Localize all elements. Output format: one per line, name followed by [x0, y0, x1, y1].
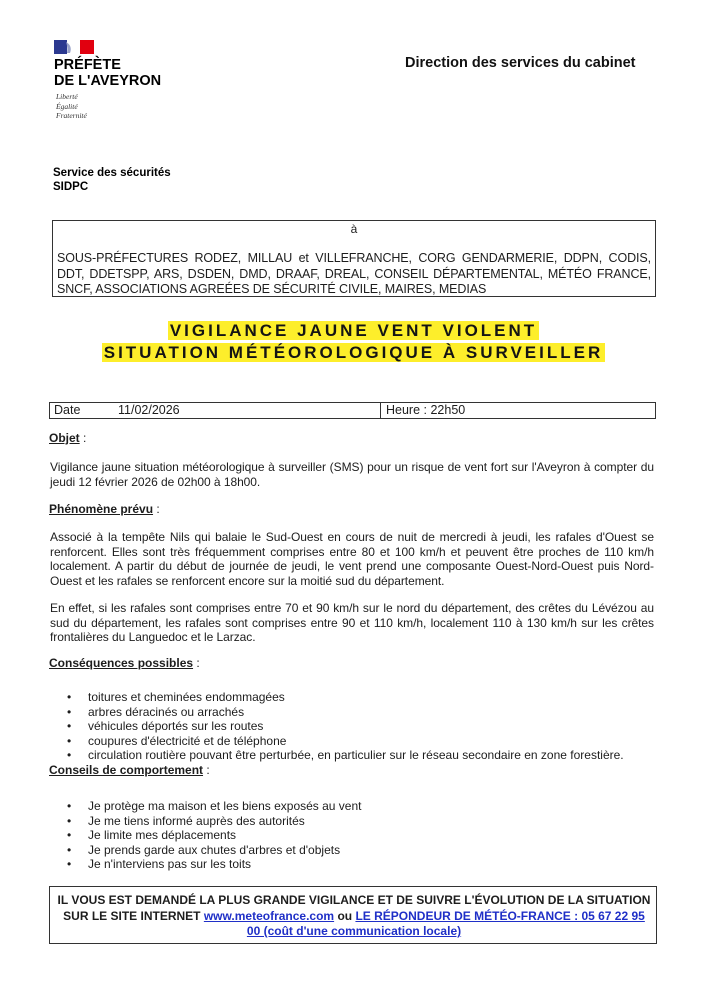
- phenomene-paragraph-2: En effet, si les rafales sont comprises entre 70 et 90 km/h sur le nord du département, des crêtes du Lévézou au sud du département, les rafales sont comprises entre 90 et 110 km/h, localement 110 à 130 km/h sur les crêtes frontalières du Languedoc et le Larzac.: [50, 601, 654, 644]
- list-item: • Je n'interviens pas sur les toits: [67, 857, 657, 872]
- alert-title-line1: VIGILANCE JAUNE VENT VIOLENT: [169, 321, 538, 340]
- conseils-list: [67, 799, 657, 872]
- date-label: Date: [54, 403, 81, 417]
- repondeur-link[interactable]: LE RÉPONDEUR DE MÉTÉO-FRANCE : 05 67 22 95 00 (coût d'une communication locale): [246, 908, 645, 938]
- heure-cell: [380, 403, 656, 418]
- republic-motto: [56, 92, 87, 121]
- list-item: • arbres déracinés ou arrachés: [67, 705, 657, 720]
- objet-colon: :: [79, 431, 87, 445]
- objet-heading: Objet: [49, 431, 80, 445]
- alert-title-line2-wrap: [0, 343, 707, 363]
- recipients-list: SOUS-PRÉFECTURES RODEZ, MILLAU et VILLEFRANCHE, CORG GENDARMERIE, DDPN, CODIS, DDT, DDETSPP, ARS, DSDEN, DMD, DRAAF, DREAL, CONSEIL DÉPARTEMENTAL, MÉTÉO FRANCE, SNCF, ASSOCIATIONS AGREÉES DE SÉCURITÉ CIVILE, MAIRES, MEDIAS: [57, 251, 651, 296]
- date-table: [49, 402, 656, 419]
- notice-text-1: IL VOUS EST DEMANDÉ LA PLUS GRANDE VIGILANCE ET DE SUIVRE L'ÉVOLUTION DE LA SITUATION SUR LE SITE INTERNET: [57, 893, 651, 923]
- list-item: • Je prends garde aux chutes d'arbres et d'objets: [67, 843, 657, 858]
- motto-fraternite: Fraternité: [56, 111, 87, 120]
- list-item: • Je me tiens informé auprès des autorités: [67, 814, 657, 829]
- consequences-heading-wrap: [49, 656, 200, 670]
- service-block: [53, 166, 171, 194]
- list-item: • Je limite mes déplacements: [67, 828, 657, 843]
- list-item: • circulation routière pouvant être perturbée, en particulier sur le réseau secondaire en zone forestière.: [67, 748, 657, 763]
- phenomene-colon: :: [153, 502, 160, 516]
- list-item: • véhicules déportés sur les routes: [67, 719, 657, 734]
- service-code: SIDPC: [53, 181, 89, 193]
- consequences-heading: Conséquences possibles: [49, 656, 194, 670]
- objet-text: Vigilance jaune situation météorologique à surveiller (SMS) pour un risque de vent fort sur l'Aveyron à compter du jeudi 12 février 2026 de 02h00 à 18h00.: [50, 460, 654, 489]
- recipients-to-label: à: [350, 222, 358, 236]
- motto-egalite: Égalité: [56, 101, 78, 111]
- vigilance-notice: [56, 893, 652, 940]
- list-item: • coupures d'électricité et de téléphone: [67, 734, 657, 749]
- list-item: • Je protège ma maison et les biens exposés au vent: [67, 799, 657, 814]
- prefecture-line2: DE L'AVEYRON: [54, 73, 162, 89]
- motto-liberte: Liberté: [56, 92, 78, 101]
- service-name: Service des sécurités: [53, 167, 171, 179]
- phenomene-paragraph-1: Associé à la tempête Nils qui balaie le Sud-Ouest en cours de nuit de mercredi à jeudi, les rafales d'Ouest se renforcent. Elles sont très fréquemment comprises entre 80 et 100 km/h et peuvent être proches de 110 km/h localement. A partir du début de journée de jeudi, le vent prend une composante Ouest-Nord-Ouest puis Nord-Ouest et les rafales se renforcent encore sur la moitié sud du département.: [50, 530, 654, 588]
- consequences-colon: :: [193, 656, 200, 670]
- phenomene-heading-wrap: [49, 502, 160, 516]
- notice-text-2: ou: [334, 908, 356, 923]
- meteofrance-link[interactable]: www.meteofrance.com: [203, 908, 335, 923]
- date-value: 11/02/2026: [118, 403, 180, 417]
- phenomene-heading: Phénomène prévu: [49, 502, 154, 516]
- marianne-logo-icon: [54, 40, 94, 54]
- conseils-heading: Conseils de comportement: [49, 763, 204, 777]
- prefecture-name: [54, 57, 161, 89]
- alert-title-line1-wrap: [0, 321, 707, 341]
- conseils-heading-wrap: [49, 763, 210, 777]
- objet-heading-wrap: [49, 431, 86, 445]
- heure-value: Heure : 22h50: [386, 403, 466, 417]
- consequences-list: [67, 690, 657, 763]
- list-item: • toitures et cheminées endommagées: [67, 690, 657, 705]
- direction-title: Direction des services du cabinet: [405, 55, 636, 71]
- alert-title-line2: SITUATION MÉTÉOROLOGIQUE À SURVEILLER: [103, 343, 604, 362]
- prefecture-line1: PRÉFÈTE: [54, 57, 121, 73]
- conseils-colon: :: [203, 763, 210, 777]
